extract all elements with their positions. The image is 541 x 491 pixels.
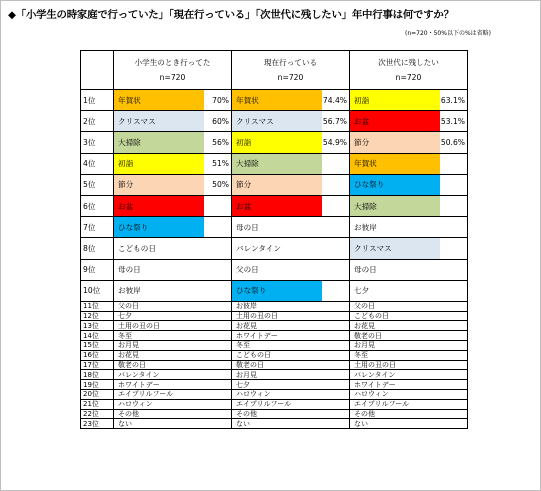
item-cell: 冬至 — [232, 341, 350, 351]
item-label: 初詣 — [232, 132, 322, 152]
item-cell — [232, 111, 350, 132]
column-label: 小学生のとき行ってた — [134, 58, 211, 67]
item-cell: ホワイトデー — [350, 380, 468, 390]
item-percent: 51% — [212, 159, 229, 169]
item-cell — [232, 90, 350, 111]
item-cell: お花見 — [350, 321, 468, 331]
item-percent: 74.4% — [322, 95, 347, 105]
rank-cell: 21位 — [81, 399, 114, 409]
item-cell: エイプリルフール — [350, 399, 468, 409]
item-cell-inner — [232, 196, 349, 216]
ranking-row — [81, 174, 468, 195]
ranking-row — [81, 380, 468, 390]
item-cell: 七夕 — [232, 380, 350, 390]
item-cell: その他 — [114, 409, 232, 419]
item-cell-inner — [114, 90, 231, 110]
item-label: 初詣 — [114, 154, 204, 174]
item-cell: 七夕 — [114, 311, 232, 321]
item-label: お盆 — [114, 196, 204, 216]
item-label: ひな祭り — [350, 175, 440, 195]
item-cell-inner — [232, 260, 349, 280]
ranking-row — [81, 331, 468, 341]
rank-cell: 13位 — [81, 321, 114, 331]
item-percent: 54.9% — [322, 137, 347, 147]
item-cell: こどもの日 — [350, 311, 468, 321]
item-label: クリスマス — [350, 238, 440, 258]
item-cell — [350, 174, 468, 195]
item-cell: バレンタイン — [114, 370, 232, 380]
rank-cell: 17位 — [81, 360, 114, 370]
ranking-row — [81, 301, 468, 311]
item-cell-inner — [350, 281, 467, 301]
ranking-row — [81, 350, 468, 360]
item-label: 初詣 — [350, 90, 440, 110]
item-label: 年賀状 — [114, 90, 204, 110]
ranking-row — [81, 90, 468, 111]
item-cell-inner — [350, 217, 467, 237]
item-cell: 土用の丑の日 — [350, 360, 468, 370]
item-label: 父の日 — [236, 265, 259, 275]
item-cell: お月見 — [232, 370, 350, 380]
item-cell: お月見 — [114, 341, 232, 351]
item-label: バレンタイン — [236, 243, 281, 253]
rank-cell: 11位 — [81, 301, 114, 311]
rank-cell: 7位 — [81, 217, 114, 238]
item-cell — [232, 280, 350, 301]
item-cell-inner — [232, 281, 349, 301]
item-cell-inner — [114, 175, 231, 195]
item-cell: 父の日 — [114, 301, 232, 311]
item-percent: 50.6% — [440, 137, 465, 147]
item-percent: 63.1% — [440, 95, 465, 105]
item-label: 年賀状 — [232, 90, 322, 110]
ranking-row — [81, 419, 468, 429]
ranking-row — [81, 132, 468, 153]
ranking-row — [81, 195, 468, 216]
item-cell-inner — [350, 196, 467, 216]
rank-cell: 3位 — [81, 132, 114, 153]
item-cell-inner — [114, 132, 231, 152]
item-cell-inner — [114, 217, 231, 237]
item-cell — [114, 153, 232, 174]
rank-cell: 1位 — [81, 90, 114, 111]
item-cell-inner — [114, 238, 231, 258]
item-cell: お花見 — [114, 350, 232, 360]
rank-cell: 5位 — [81, 174, 114, 195]
item-label: ひな祭り — [232, 281, 322, 301]
item-cell: 敬老の日 — [114, 360, 232, 370]
item-cell — [232, 259, 350, 280]
item-cell: エイプリルフール — [232, 399, 350, 409]
item-cell — [114, 132, 232, 153]
item-cell — [232, 132, 350, 153]
column-n: n=720 — [395, 73, 422, 82]
ranking-row — [81, 311, 468, 321]
item-label: ひな祭り — [114, 217, 204, 237]
item-cell — [350, 132, 468, 153]
item-cell — [114, 111, 232, 132]
item-label: 母の日 — [354, 265, 377, 275]
item-label: こどもの日 — [118, 243, 156, 253]
item-cell: ない — [350, 419, 468, 429]
column-label: 次世代に残したい — [378, 58, 439, 67]
item-label: 母の日 — [118, 265, 141, 275]
ranking-row — [81, 217, 468, 238]
item-cell-inner — [114, 281, 231, 301]
rank-cell: 8位 — [81, 238, 114, 259]
item-cell-inner — [350, 260, 467, 280]
item-label: 大掃除 — [232, 154, 322, 174]
header-row — [81, 51, 468, 90]
item-cell: お月見 — [350, 341, 468, 351]
item-cell-inner — [350, 238, 467, 258]
ranking-row — [81, 111, 468, 132]
item-label: クリスマス — [232, 111, 322, 131]
item-percent: 60% — [212, 116, 229, 126]
column-n: n=720 — [277, 73, 304, 82]
item-cell: 敬老の日 — [232, 360, 350, 370]
rank-cell: 23位 — [81, 419, 114, 429]
item-cell: 父の日 — [350, 301, 468, 311]
ranking-row — [81, 280, 468, 301]
item-cell: ホワイトデー — [232, 331, 350, 341]
item-cell — [350, 90, 468, 111]
rank-cell: 15位 — [81, 341, 114, 351]
item-cell — [232, 195, 350, 216]
sample-note: (n=720・50%以下の%は省略) — [404, 30, 491, 37]
item-cell: ない — [114, 419, 232, 429]
item-cell: ない — [232, 419, 350, 429]
item-cell: ハロウィン — [350, 390, 468, 400]
rank-cell: 18位 — [81, 370, 114, 380]
rank-cell: 16位 — [81, 350, 114, 360]
ranking-row — [81, 390, 468, 400]
item-cell: お花見 — [232, 321, 350, 331]
rank-cell: 9位 — [81, 259, 114, 280]
ranking-row — [81, 370, 468, 380]
item-cell-inner — [114, 111, 231, 131]
item-label: お盆 — [232, 196, 322, 216]
item-cell-inner — [350, 132, 467, 152]
item-label: 母の日 — [236, 222, 259, 232]
item-cell — [114, 280, 232, 301]
item-cell-inner — [232, 175, 349, 195]
item-cell: 土用の丑の日 — [114, 321, 232, 331]
item-percent: 53.1% — [440, 116, 465, 126]
item-cell — [114, 174, 232, 195]
item-cell-inner — [232, 217, 349, 237]
item-cell-inner — [350, 154, 467, 174]
item-cell-inner — [232, 238, 349, 258]
rank-cell: 22位 — [81, 409, 114, 419]
item-cell: こどもの日 — [232, 350, 350, 360]
rank-cell: 12位 — [81, 311, 114, 321]
header-cell — [114, 51, 232, 90]
ranking-row — [81, 399, 468, 409]
item-percent: 56.7% — [322, 116, 347, 126]
item-percent: 56% — [212, 137, 229, 147]
item-label: お盆 — [350, 111, 440, 131]
rank-cell: 2位 — [81, 111, 114, 132]
item-cell: その他 — [232, 409, 350, 419]
item-cell — [350, 259, 468, 280]
item-label: 節分 — [232, 175, 322, 195]
item-cell — [114, 217, 232, 238]
ranking-row — [81, 238, 468, 259]
rank-cell: 10位 — [81, 280, 114, 301]
rank-cell: 19位 — [81, 380, 114, 390]
item-cell-inner — [350, 90, 467, 110]
item-cell-inner — [232, 90, 349, 110]
item-cell — [350, 238, 468, 259]
item-cell — [350, 280, 468, 301]
item-cell — [350, 217, 468, 238]
ranking-row — [81, 259, 468, 280]
item-cell: ハロウィン — [114, 399, 232, 409]
item-label: クリスマス — [114, 111, 204, 131]
column-label: 現在行っている — [263, 58, 318, 67]
item-cell-inner — [232, 132, 349, 152]
item-label: 節分 — [114, 175, 204, 195]
item-label: 節分 — [350, 132, 440, 152]
header-rank-cell — [81, 51, 114, 90]
item-cell — [232, 174, 350, 195]
rank-cell: 20位 — [81, 390, 114, 400]
header-cell — [232, 51, 350, 90]
item-cell — [350, 195, 468, 216]
rank-cell: 4位 — [81, 153, 114, 174]
item-label: 七夕 — [354, 286, 370, 296]
item-cell — [232, 217, 350, 238]
page-title: ◆「小学生の時家庭で行っていた」「現在行っている」「次世代に残したい」年中行事は何ですか？ — [8, 9, 454, 21]
item-cell: 冬至 — [350, 350, 468, 360]
item-cell-inner — [232, 111, 349, 131]
item-cell-inner — [114, 260, 231, 280]
item-cell: ホワイトデー — [114, 380, 232, 390]
item-cell: 冬至 — [114, 331, 232, 341]
item-cell: 敬老の日 — [350, 331, 468, 341]
item-label: 年賀状 — [350, 154, 440, 174]
item-label: 大掃除 — [350, 196, 440, 216]
item-percent: 50% — [212, 180, 229, 190]
item-cell-inner — [350, 111, 467, 131]
item-cell: 土用の丑の日 — [232, 311, 350, 321]
item-cell — [350, 111, 468, 132]
item-label: 大掃除 — [114, 132, 204, 152]
item-cell — [114, 195, 232, 216]
ranking-row — [81, 360, 468, 370]
ranking-row — [81, 341, 468, 351]
item-percent: 70% — [212, 95, 229, 105]
item-cell-inner — [114, 154, 231, 174]
ranking-table — [80, 50, 468, 429]
item-cell: その他 — [350, 409, 468, 419]
rank-cell: 14位 — [81, 331, 114, 341]
item-cell — [232, 153, 350, 174]
item-cell: バレンタイン — [350, 370, 468, 380]
item-label: お彼岸 — [118, 286, 141, 296]
header-cell — [350, 51, 468, 90]
item-cell — [114, 259, 232, 280]
item-cell — [114, 90, 232, 111]
rank-cell: 6位 — [81, 195, 114, 216]
item-label: お彼岸 — [354, 222, 377, 232]
ranking-row — [81, 153, 468, 174]
item-cell — [114, 238, 232, 259]
item-cell — [350, 153, 468, 174]
item-cell — [232, 238, 350, 259]
item-cell: エイプリルフール — [114, 390, 232, 400]
column-n: n=720 — [159, 73, 186, 82]
item-cell-inner — [114, 196, 231, 216]
item-cell: ハロウィン — [232, 390, 350, 400]
ranking-row — [81, 321, 468, 331]
item-cell-inner — [350, 175, 467, 195]
ranking-row — [81, 409, 468, 419]
item-cell: お彼岸 — [232, 301, 350, 311]
item-cell-inner — [232, 154, 349, 174]
